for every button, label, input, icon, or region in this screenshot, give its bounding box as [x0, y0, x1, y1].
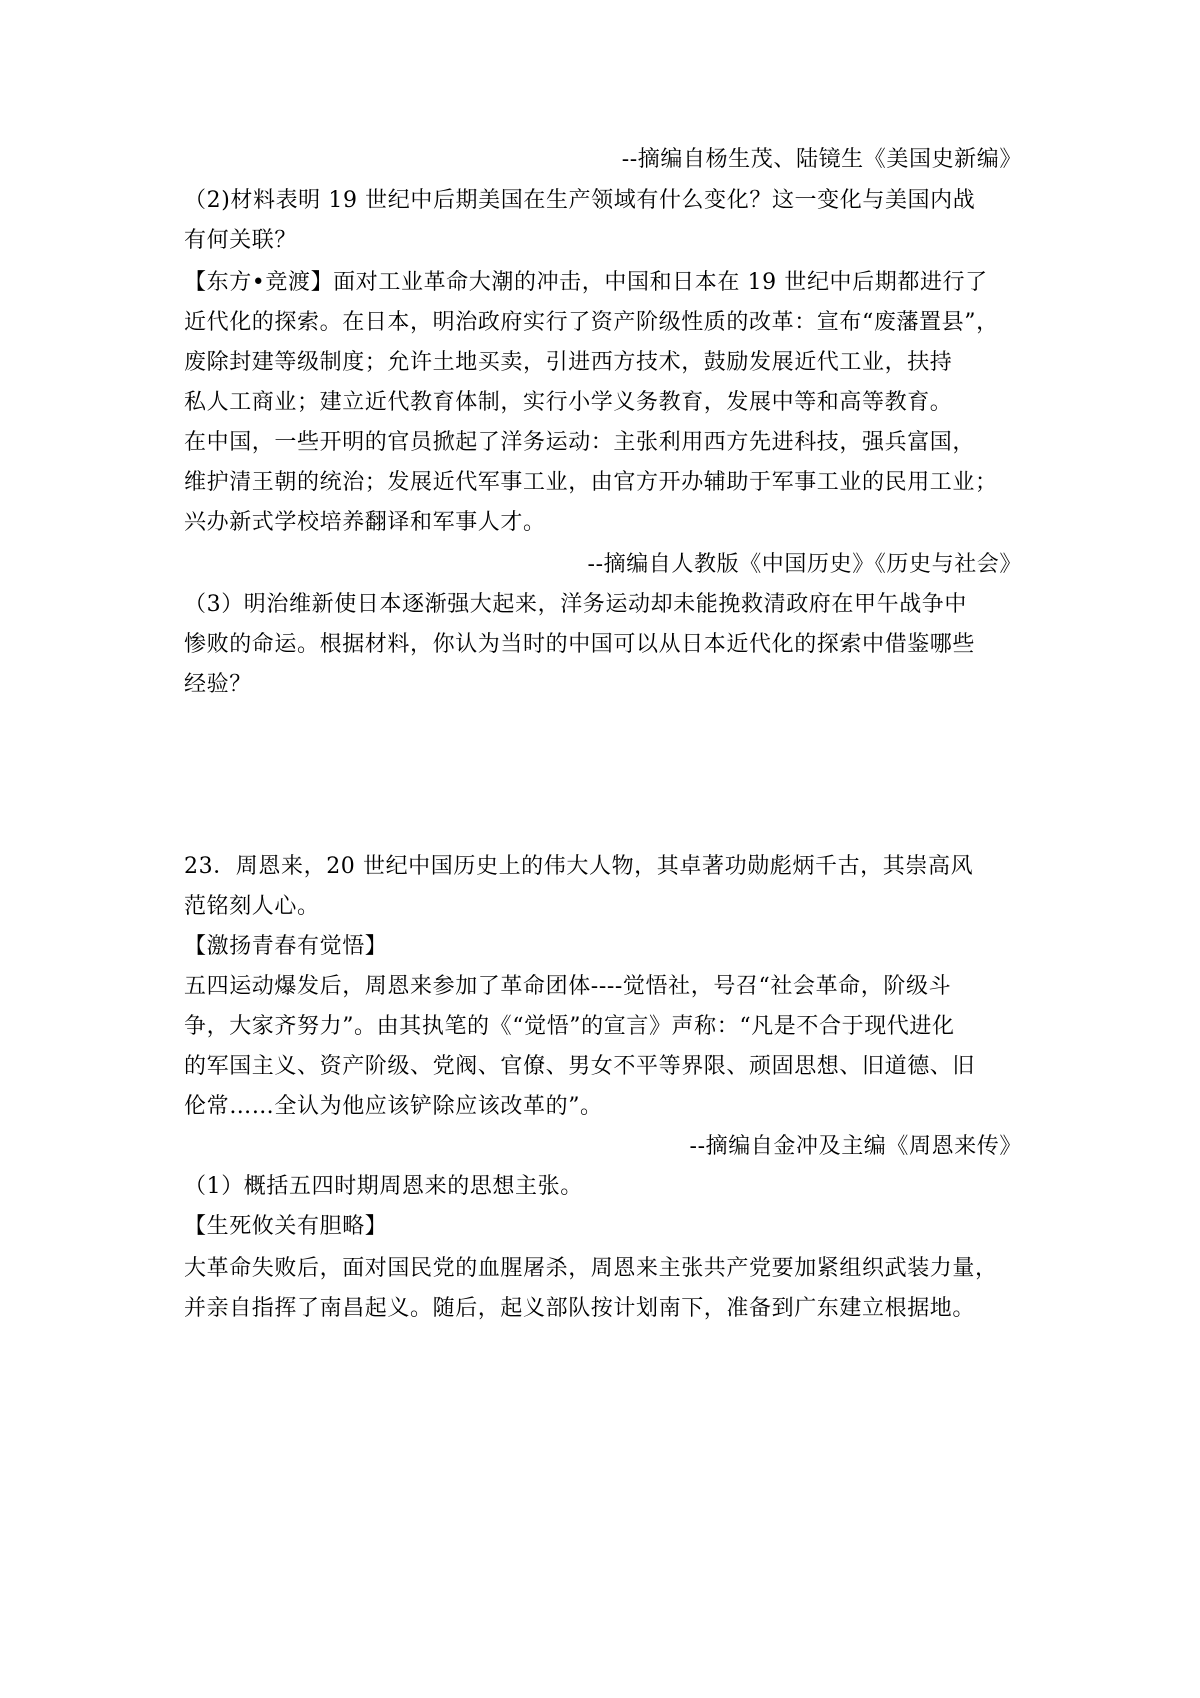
source-citation-textbook: --摘编自人教版《中国历史》《历史与社会》	[587, 552, 1022, 577]
east-paragraph-line: 【东方•竞渡】面对工业革命大潮的冲击，中国和日本在 19 世纪中后期都进行了	[184, 270, 988, 295]
wusi-paragraph-line: 伦常……全认为他应该铲除应该改革的”。	[184, 1094, 603, 1119]
question-1: （1）概括五四时期周恩来的思想主张。	[184, 1174, 583, 1199]
wusi-paragraph-line: 的军国主义、资产阶级、党阀、官僚、男女不平等界限、顽固思想、旧道德、旧	[184, 1054, 976, 1079]
question-3-line: 经验？	[184, 672, 252, 697]
wusi-paragraph-line: 争，大家齐努力”。由其执笔的《“觉悟”的宣言》声称：“凡是不合于现代进化	[184, 1014, 955, 1039]
source-citation-american-history: --摘编自杨生茂、陆镜生《美国史新编》	[621, 147, 1022, 172]
question-3-line: 惨败的命运。根据材料，你认为当时的中国可以从日本近代化的探索中借鉴哪些	[184, 632, 976, 657]
revolution-paragraph-line: 并亲自指挥了南昌起义。随后，起义部队按计划南下，准备到广东建立根据地。	[184, 1296, 976, 1321]
question-2-line-2: 有何关联？	[184, 228, 298, 253]
east-paragraph-line: 私人工商业；建立近代教育体制，实行小学义务教育，发展中等和高等教育。	[184, 390, 953, 415]
question-23-line: 范铭刻人心。	[184, 894, 320, 919]
source-citation-biography: --摘编自金冲及主编《周恩来传》	[689, 1134, 1022, 1159]
question-2-line-1: （2)材料表明 19 世纪中后期美国在生产领域有什么变化？这一变化与美国内战	[184, 188, 976, 213]
wusi-paragraph-line: 五四运动爆发后，周恩来参加了革命团体----觉悟社，号召“社会革命，阶级斗	[184, 974, 952, 999]
question-23-line: 23．周恩来，20 世纪中国历史上的伟大人物，其卓著功勋彪炳千古，其崇高风	[184, 854, 974, 879]
east-paragraph-line: 近代化的探索。在日本，明治政府实行了资产阶级性质的改革：宣布“废藩置县”，	[184, 310, 999, 335]
east-paragraph-line: 在中国，一些开明的官员掀起了洋务运动：主张利用西方先进科技，强兵富国，	[184, 430, 976, 455]
east-paragraph-line: 维护清王朝的统治；发展近代军事工业，由官方开办辅助于军事工业的民用工业；	[184, 470, 998, 495]
section-heading-courage: 【生死攸关有胆略】	[184, 1214, 388, 1239]
question-3-line: （3）明治维新使日本逐渐强大起来，洋务运动却未能挽救清政府在甲午战争中	[184, 592, 967, 617]
east-paragraph-line: 兴办新式学校培养翻译和军事人才。	[184, 510, 546, 535]
revolution-paragraph-line: 大革命失败后，面对国民党的血腥屠杀，周恩来主张共产党要加紧组织武装力量，	[184, 1256, 998, 1281]
east-paragraph-line: 废除封建等级制度；允许土地买卖，引进西方技术，鼓励发展近代工业，扶持	[184, 350, 953, 375]
section-heading-youth: 【激扬青春有觉悟】	[184, 934, 388, 959]
